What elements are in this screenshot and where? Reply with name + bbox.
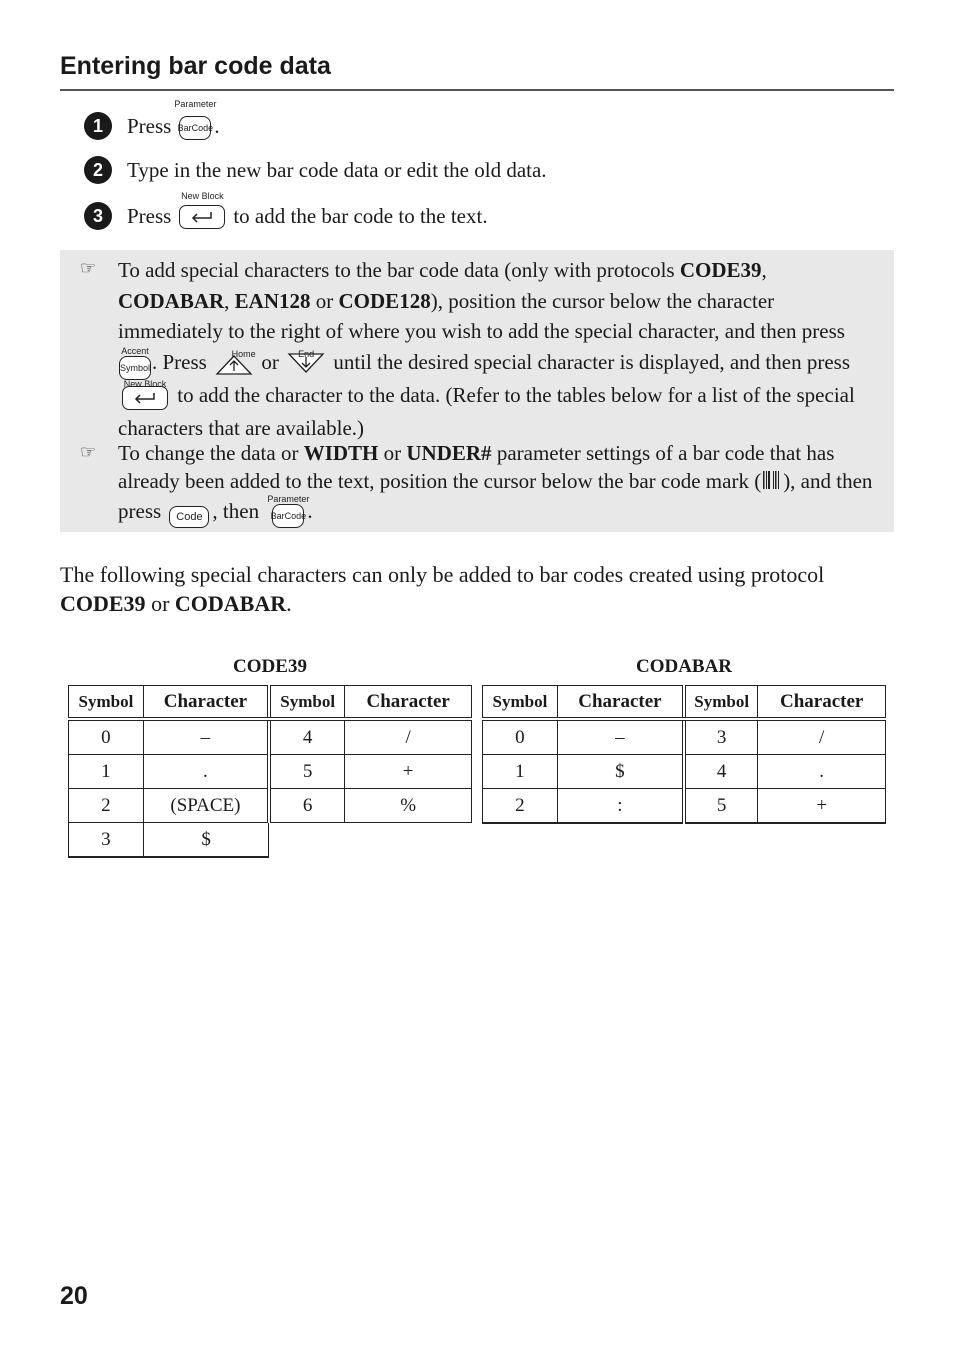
table-row bbox=[483, 755, 886, 789]
codabar-caption: CODABAR bbox=[635, 656, 733, 677]
barcode-key-icon: Parameter BarCode bbox=[179, 112, 211, 140]
codabar-table bbox=[482, 685, 886, 824]
step-text: . bbox=[214, 113, 220, 138]
table-cell: 1 bbox=[69, 755, 144, 789]
table-cell: 2 bbox=[69, 789, 144, 823]
table-row bbox=[69, 823, 472, 858]
table-cell: 6 bbox=[269, 789, 345, 823]
header-symbol: Symbol bbox=[269, 686, 345, 720]
barcode-mark-icon bbox=[761, 469, 783, 497]
symbol-key-icon: Accent Symbol bbox=[119, 349, 151, 380]
table-cell: 5 bbox=[269, 755, 345, 789]
step-number: 2 bbox=[84, 156, 112, 184]
table-row bbox=[69, 719, 472, 755]
table-cell: . bbox=[758, 755, 886, 789]
step-3 bbox=[84, 190, 488, 231]
table-cell: 5 bbox=[684, 789, 758, 824]
table-cell: + bbox=[758, 789, 886, 824]
note-change-data: To change the data or WIDTH or UNDER# parameter settings of a bar code that has already been added to the text, position the cursor below the bar code mark ( ), and then press Code , then Parameter BarCode. bbox=[118, 439, 880, 528]
table-cell: 0 bbox=[69, 719, 144, 755]
table-cell: . bbox=[143, 755, 269, 789]
barcode-key-icon: Parameter BarCode bbox=[272, 498, 304, 528]
step-text: to add the bar code to the text. bbox=[233, 203, 488, 228]
table-cell: 3 bbox=[69, 823, 144, 858]
table-cell: (SPACE) bbox=[143, 789, 269, 823]
header-symbol: Symbol bbox=[69, 686, 144, 720]
table-cell: / bbox=[345, 719, 472, 755]
table-row bbox=[69, 755, 472, 789]
up-arrow-key-icon: Home bbox=[215, 352, 253, 376]
table-cell: $ bbox=[557, 755, 684, 789]
step-number: 1 bbox=[84, 112, 112, 140]
code39-caption: CODE39 bbox=[233, 656, 307, 677]
step-1 bbox=[84, 99, 220, 141]
table-cell: 3 bbox=[684, 719, 758, 755]
table-cell: – bbox=[557, 719, 684, 755]
table-cell-empty bbox=[269, 823, 345, 858]
table-cell: + bbox=[345, 755, 472, 789]
table-row bbox=[69, 789, 472, 823]
table-cell: 1 bbox=[483, 755, 558, 789]
table-cell: 2 bbox=[483, 789, 558, 824]
table-row bbox=[483, 719, 886, 755]
intro-paragraph: The following special characters can only be added to bar codes created using protocol CODE39 or CODABAR. bbox=[60, 562, 825, 616]
header-symbol: Symbol bbox=[684, 686, 758, 720]
table-cell: 4 bbox=[269, 719, 345, 755]
section-title: Entering bar code data bbox=[60, 52, 894, 91]
note-special-characters: To add special characters to the bar code data (only with protocols CODE39, CODABAR, EAN128 or CODE128), position the cursor below the character immediately to the right of where you wish to add the special character, and then press Accent Symbol. Press Home or End until the desired special character is displayed, and then press New Block to add the character to the data. (Refer to the tables below for a list of the special characters that are available.) bbox=[118, 258, 855, 440]
code-key-icon: Code bbox=[169, 499, 209, 528]
table-cell: : bbox=[557, 789, 684, 824]
enter-key-icon: New Block bbox=[179, 204, 225, 229]
table-cell-empty bbox=[345, 823, 472, 858]
pointing-hand-icon: ☞ bbox=[80, 258, 97, 278]
table-cell: / bbox=[758, 719, 886, 755]
step-2 bbox=[84, 155, 547, 185]
table-cell: 4 bbox=[684, 755, 758, 789]
down-arrow-key-icon: End bbox=[287, 352, 325, 376]
table-header-row bbox=[69, 686, 472, 720]
header-character: Character bbox=[345, 686, 472, 720]
step-text: Press bbox=[127, 113, 172, 138]
step-number: 3 bbox=[84, 202, 112, 230]
step-text: Type in the new bar code data or edit the old data. bbox=[127, 157, 547, 182]
header-character: Character bbox=[143, 686, 269, 720]
table-header-row bbox=[483, 686, 886, 720]
table-cell: – bbox=[143, 719, 269, 755]
header-character: Character bbox=[557, 686, 684, 720]
step-text: Press bbox=[127, 203, 172, 228]
page-number: 20 bbox=[60, 1282, 88, 1310]
table-cell: 0 bbox=[483, 719, 558, 755]
pointing-hand-icon: ☞ bbox=[80, 442, 97, 462]
table-row bbox=[483, 789, 886, 824]
table-cell: % bbox=[345, 789, 472, 823]
code39-table bbox=[68, 685, 472, 858]
table-cell: $ bbox=[143, 823, 269, 858]
header-symbol: Symbol bbox=[483, 686, 558, 720]
enter-key-icon: New Block bbox=[122, 382, 168, 413]
header-character: Character bbox=[758, 686, 886, 720]
